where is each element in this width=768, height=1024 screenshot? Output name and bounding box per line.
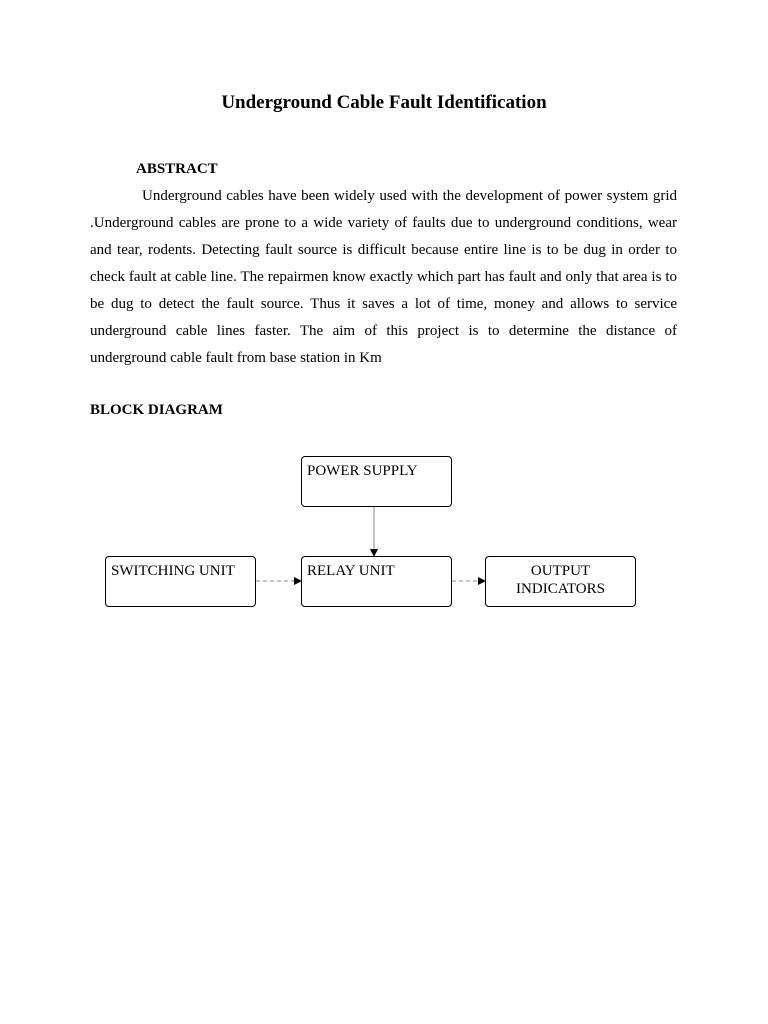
abstract-heading: ABSTRACT <box>136 161 218 177</box>
block-diagram-heading: BLOCK DIAGRAM <box>90 402 223 418</box>
output-indicators-label <box>486 562 635 598</box>
relay-unit-label: RELAY UNIT <box>307 563 395 579</box>
power-supply-box <box>301 456 452 507</box>
power-supply-label: POWER SUPPLY <box>307 463 418 479</box>
abstract-paragraph: Underground cables have been widely used with the development of power system grid .Underground cables are prone to a wide variety of faults due to underground conditions, wear and tear, rodents. Detecting fault source is difficult because entire line is to be dug in order to check fault at cable line. The repairmen know exactly which part has fault and only that area is to be dug to detect the fault source. Thus it saves a lot of time, money and allows to service underground cable lines faster. The aim of this project is to determine the distance of underground cable fault from base station in Km <box>90 188 677 366</box>
output-indicators-label-line2: INDICATORS <box>516 581 605 597</box>
output-indicators-box <box>485 556 636 607</box>
switching-unit-box <box>105 556 256 607</box>
relay-unit-box <box>301 556 452 607</box>
output-indicators-label-line1: OUTPUT <box>530 563 591 579</box>
document-title: Underground Cable Fault Identification <box>221 92 547 113</box>
switching-unit-label: SWITCHING UNIT <box>111 563 235 579</box>
